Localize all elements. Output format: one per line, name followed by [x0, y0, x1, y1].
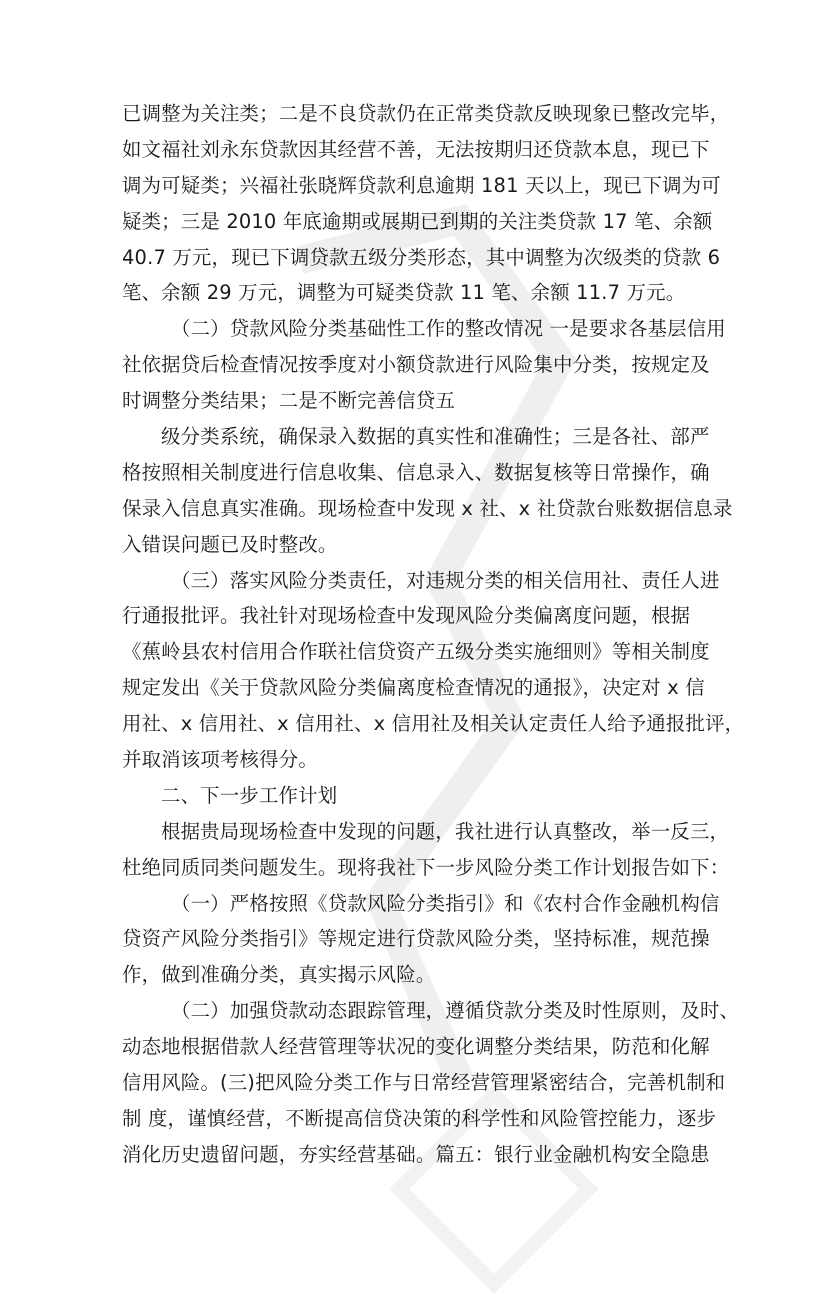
text-line: 疑类；三是 2010 年底逾期或展期已到期的关注类贷款 17 笔、余额	[122, 209, 713, 233]
text-line: 社依据贷后检查情况按季度对小额贷款进行风险集中分类，按规定及	[122, 353, 710, 377]
text-line: 用社、x 信用社、x 信用社、x 信用社及相关认定责任人给予通报批评，	[122, 712, 745, 736]
text-line: 动态地根据借款人经营管理等状况的变化调整分类结果，防范和化解	[122, 1035, 710, 1059]
text-line: 格按照相关制度进行信息收集、信息录入、数据复核等日常操作，确	[122, 460, 710, 484]
text-line: 并取消该项考核得分。	[122, 748, 318, 772]
text-line: 笔、余额 29 万元，调整为可疑类贷款 11 笔、余额 11.7 万元。	[122, 281, 686, 305]
text-line: 贷资产风险分类指引》等规定进行贷款风险分类，坚持标准，规范操	[122, 927, 710, 951]
text-line: 杜绝同质同类问题发生。现将我社下一步风险分类工作计划报告如下：	[122, 855, 730, 879]
text-line: 时调整分类结果；二是不断完善信贷五	[122, 389, 456, 413]
section-heading-line: （三）落实风险分类责任，对违规分类的相关信用社、责任人进	[171, 568, 720, 592]
text-line: 调为可疑类；兴福社张晓辉贷款利息逾期 181 天以上，现已下调为可	[122, 173, 721, 197]
section-heading-line: （二）加强贷款动态跟踪管理，遵循贷款分类及时性原则，及时、	[171, 999, 740, 1023]
text-line: 行通报批评。我社针对现场检查中发现风险分类偏离度问题，根据	[122, 604, 691, 628]
text-line: 作，做到准确分类，真实揭示风险。	[122, 963, 436, 987]
document-body	[122, 96, 745, 1173]
text-line: 规定发出《关于贷款风险分类偏离度检查情况的通报》，决定对 x 信	[122, 676, 705, 700]
text-line: 入错误问题已及时整改。	[122, 532, 338, 556]
text-line: 消化历史遗留问题，夯实经营基础。篇五：银行业金融机构安全隐患	[122, 1142, 710, 1166]
text-line: 根据贵局现场检查中发现的问题，我社进行认真整改，举一反三，	[161, 819, 730, 843]
section-heading-line: （一）严格按照《贷款风险分类指引》和《农村合作金融机构信	[171, 891, 720, 915]
text-line: 已调整为关注类；二是不良贷款仍在正常类贷款反映现象已整改完毕，	[122, 102, 730, 125]
text-line: 如文福社刘永东贷款因其经营不善，无法按期归还贷款本息，现已下	[122, 137, 710, 161]
chapter-heading: 二、下一步工作计划	[161, 783, 338, 807]
text-line: 保录入信息真实准确。现场检查中发现 x 社、x 社贷款台账数据信息录	[122, 496, 733, 520]
text-line: 制 度，谨慎经营，不断提高信贷决策的科学性和风险管控能力，逐步	[122, 1106, 717, 1130]
text-line: 《蕉岭县农村信用合作联社信贷资产五级分类实施细则》等相关制度	[122, 640, 710, 664]
text-line: 级分类系统，确保录入数据的真实性和准确性；三是各社、部严	[161, 425, 710, 449]
section-heading-line: （二）贷款风险分类基础性工作的整改情况 一是要求各基层信用	[171, 317, 726, 341]
text-line: 40.7 万元，现已下调贷款五级分类形态，其中调整为次级类的贷款 6	[122, 245, 721, 269]
text-line: 信用风险。(三)把风险分类工作与日常经营管理紧密结合，完善机制和	[122, 1071, 726, 1095]
